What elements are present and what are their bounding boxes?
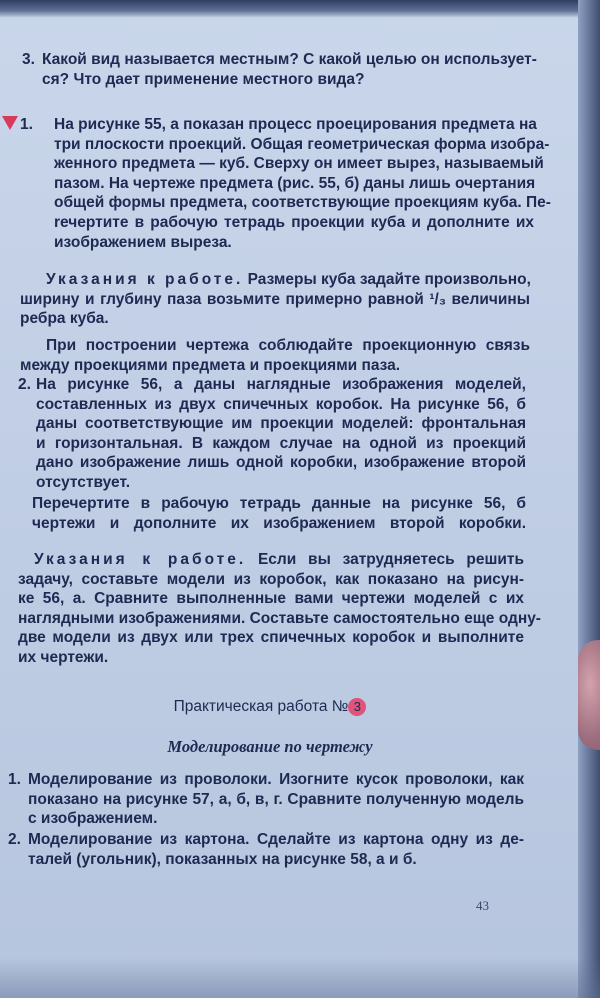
text-line: отсутствует.	[36, 473, 131, 491]
text-line: Моделирование из картона. Сделайте из картона одну из де-	[28, 831, 524, 848]
text-line: Моделирование из проволоки. Изогните кусок проволоки, как	[28, 771, 524, 788]
hint-text: Если вы затрудняетесь решить	[257, 551, 525, 568]
hint-1b-text	[20, 336, 530, 375]
book-spine-edge	[578, 0, 600, 998]
text-line: На рисунке 56, а даны наглядные изображения моделей,	[36, 376, 526, 393]
text-line: две модели из двух или трех спичечных коробок и выполните	[18, 629, 524, 647]
text-line: между проекциями предмета и проекциями паза.	[20, 356, 401, 374]
text-line: общей формы предмета, соответствующие проекциям куба. Пе-	[54, 194, 551, 212]
red-triangle-marker	[2, 116, 18, 130]
text-line: три плоскости проекций. Общая геометрическая форма изобра-	[54, 135, 550, 153]
text-line: составленных из двух спичечных коробок. На рисунке 56, б	[36, 395, 526, 413]
text-line: ширину и глубину паза возьмите примерно равной ¹/₃ величины	[20, 290, 530, 308]
text-line: Перечертите в рабочую тетрадь данные на рисунке 56, б	[32, 495, 526, 512]
page-bottom-shadow	[0, 958, 600, 998]
hint-label: Указания к работе.	[46, 271, 244, 288]
hint-1-text	[20, 270, 530, 329]
text-line: женного предмета — куб. Сверху он имеет вырез, называемый	[54, 155, 544, 173]
question-3-text	[42, 50, 536, 89]
practical-1-text	[28, 770, 524, 829]
text-line: талей (угольник), показанных на рисунке 58, а и б.	[28, 850, 417, 868]
text-line: изображением выреза.	[54, 233, 232, 251]
text-line: Какой вид называется местным? С какой целью он использует-	[42, 51, 537, 68]
text-line: и горизонтальная. В каждом случае на одной из проекций	[36, 434, 526, 452]
practical-2-text	[28, 830, 524, 869]
text-line: показано на рисунке 57, а, б, в, г. Сравните полученную модель	[28, 790, 524, 808]
page-number: 43	[476, 898, 489, 913]
text-line: При построении чертежа соблюдайте проекционную связь	[46, 337, 530, 354]
text-line: с изображением.	[28, 810, 158, 828]
task-2-number: 2.	[18, 376, 31, 393]
task-1-text	[54, 115, 551, 252]
practical-work-title	[0, 698, 540, 716]
thumb-photo	[578, 640, 600, 750]
text-line: пазом. На чертеже предмета (рис. 55, б) даны лишь очертания	[54, 174, 536, 192]
page-top-shadow	[0, 0, 600, 18]
practical-work-subtitle: Моделирование по чертежу	[167, 737, 373, 756]
task-1-number: 1.	[20, 116, 33, 133]
text-line	[18, 550, 524, 570]
task-2-text	[36, 375, 526, 493]
practical-work-number: 3	[348, 698, 366, 716]
text-line: дано изображение лишь одной коробки, изображение второй	[36, 454, 526, 472]
practical-2-number: 2.	[8, 831, 21, 848]
task-2b-text	[32, 494, 526, 533]
text-line	[20, 270, 530, 290]
text-line: ке 56, а. Сравните выполненные вами чертежи моделей с их	[18, 590, 524, 608]
hint-text: Размеры куба задайте произвольно,	[247, 271, 531, 288]
text-line: даны соответствующие им проекции моделей: фронтальная	[36, 415, 526, 433]
hint-2-text	[18, 550, 541, 668]
text-line: ребра куба.	[20, 310, 109, 328]
hint-label: Указания к работе.	[34, 551, 247, 568]
practical-1-number: 1.	[8, 771, 21, 788]
text-line: их чертежи.	[18, 648, 109, 666]
text-line: задачу, составьте модели из коробок, как показано на рисун-	[18, 570, 524, 588]
practical-work-label: Практическая работа №	[173, 698, 349, 715]
text-line: чертежи и дополните их изображением второй коробки.	[32, 514, 526, 532]
text-line: ся? Что дает применение местного вида?	[42, 70, 365, 88]
text-line: наглядными изображениями. Составьте самостоятельно еще одну-	[18, 609, 541, 627]
question-3-number: 3.	[22, 51, 35, 68]
text-line: rечертите в рабочую тетрадь проекции куба и дополните их	[54, 213, 534, 231]
text-line: На рисунке 55, а показан процесс проецирования предмета на	[54, 116, 537, 133]
